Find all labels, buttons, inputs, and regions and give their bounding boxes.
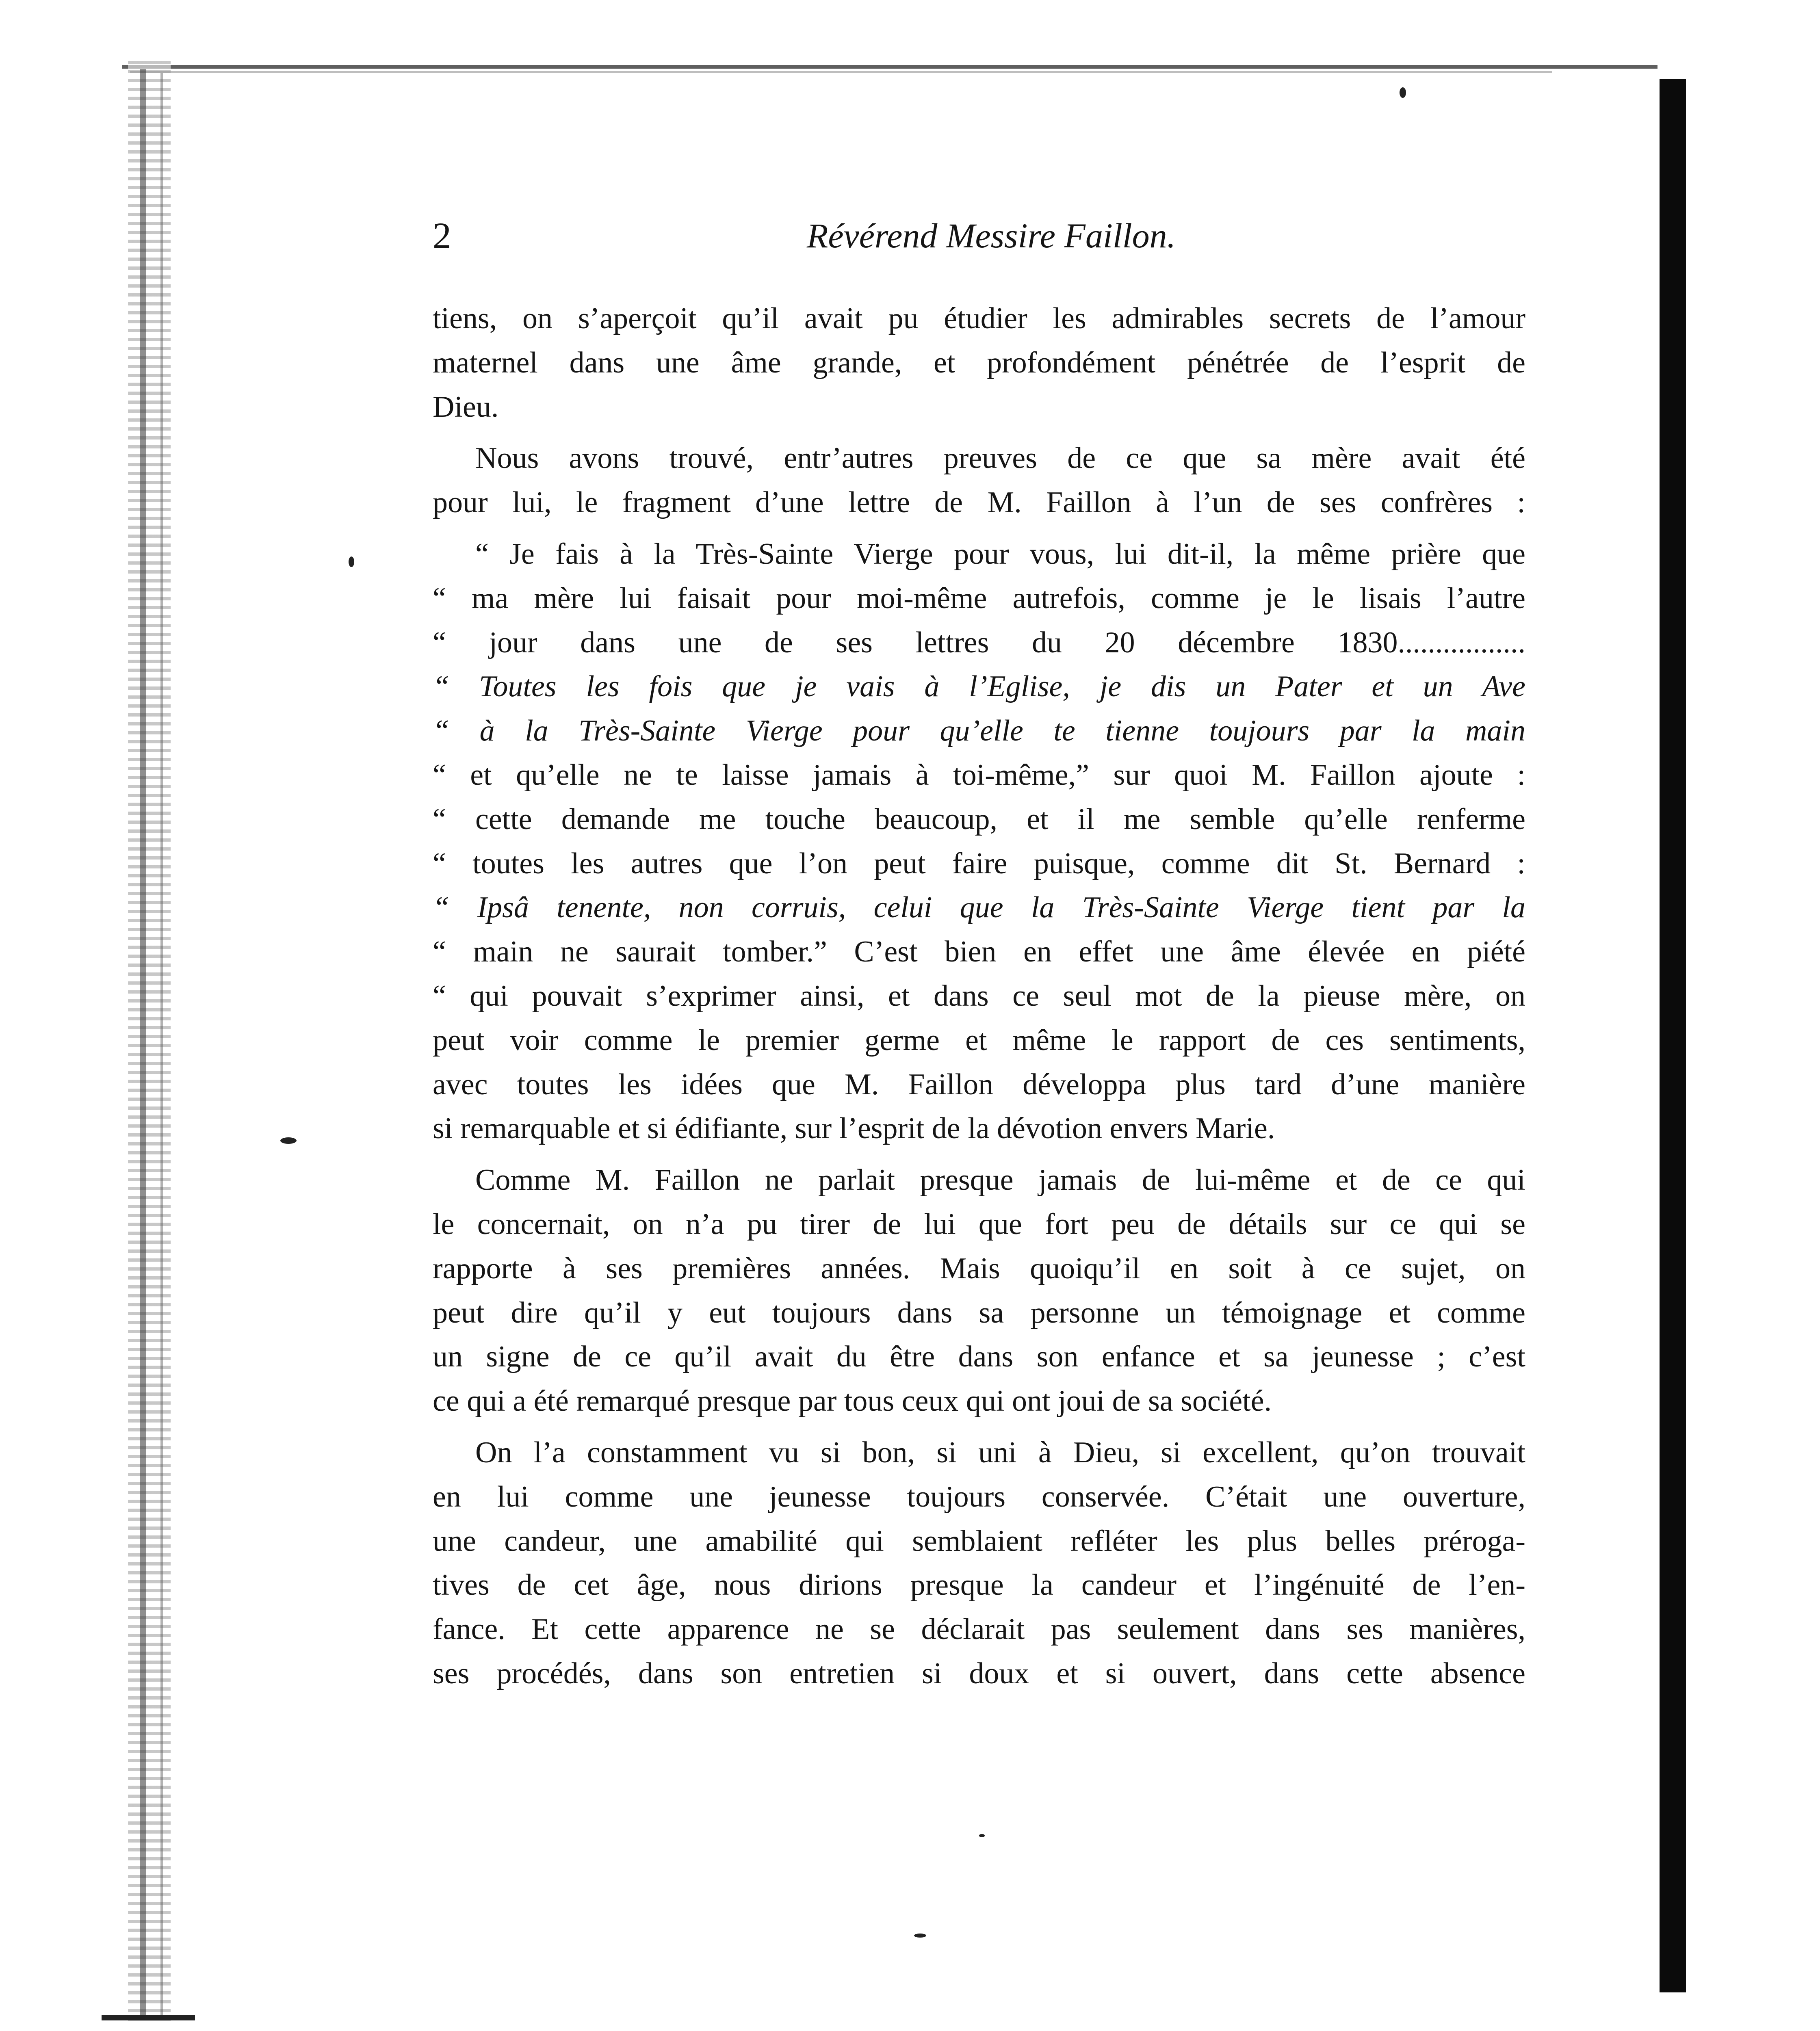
running-title: Révérend Messire Faillon. (806, 216, 1176, 255)
text-line: un signe de ce qu’il avait du être dans son enfance et sa jeunesse ; c’est (433, 1340, 1525, 1374)
text-line: une candeur, une amabilité qui semblaient refléter les plus belles préroga- (433, 1524, 1525, 1558)
text-line-italic: “ Toutes les fois que je vais à l’Eglise, je dis un Pater et un Ave (433, 670, 1525, 704)
text-line: tiens, on s’aperçoit qu’il avait pu étudier les admirables secrets de l’amour (433, 302, 1525, 335)
text-line: Dieu. (433, 390, 499, 424)
text-line: “ qui pouvait s’exprimer ainsi, et dans ce seul mot de la pieuse mère, on (433, 979, 1525, 1013)
scan-top-edge (122, 65, 1658, 69)
page-header (433, 211, 1501, 260)
scan-right-edge (1660, 79, 1686, 1992)
text-line: “ et qu’elle ne te laisse jamais à toi-même,” sur quoi M. Faillon ajoute : (433, 758, 1525, 792)
scan-bottom-mark (102, 2015, 195, 2020)
text-line: maternel dans une âme grande, et profondément pénétrée de l’esprit de (433, 346, 1525, 379)
text-line: Nous avons trouvé, entr’autres preuves de ce que sa mère avait été (475, 442, 1525, 475)
scan-speck (280, 1137, 297, 1144)
text-line: tives de cet âge, nous dirions presque la candeur et l’ingénuité de l’en- (433, 1568, 1525, 1602)
page-number: 2 (433, 215, 451, 256)
scan-binding-line (160, 73, 163, 2015)
scan-speck (349, 556, 354, 567)
text-line: “ Je fais à la Très-Sainte Vierge pour vous, lui dit-il, la même prière que (475, 537, 1525, 571)
text-line: “ cette demande me touche beaucoup, et il me semble qu’elle renferme (433, 802, 1525, 836)
scan-speck (1400, 87, 1406, 98)
text-line: avec toutes les idées que M. Faillon développa plus tard d’une manière (433, 1067, 1525, 1101)
scan-binding-edge (128, 61, 171, 2027)
scan-top-edge-shadow (130, 71, 1552, 73)
paragraph (433, 436, 1525, 525)
text-line: en lui comme une jeunesse toujours conservée. C’était une ouverture, (433, 1480, 1525, 1514)
text-line: peut voir comme le premier germe et même le rapport de ces sentiments, (433, 1023, 1525, 1057)
text-line: “ main ne saurait tomber.” C’est bien en effet une âme élevée en piété (433, 935, 1525, 969)
text-line: On l’a constamment vu si bon, si uni à Dieu, si excellent, qu’on trouvait (475, 1436, 1525, 1469)
text-line: pour lui, le fragment d’une lettre de M. Faillon à l’un de ses confrères : (433, 486, 1525, 520)
text-line: “ ma mère lui faisait pour moi-même autrefois, comme je le lisais l’autre (433, 581, 1525, 615)
paragraph (433, 297, 1525, 429)
text-line: “ jour dans une de ses lettres du 20 décembre 1830................. (433, 626, 1525, 659)
scan-binding-line (140, 69, 146, 2019)
body-text (433, 297, 1525, 1703)
text-line: fance. Et cette apparence ne se déclarait pas seulement dans ses manières, (433, 1613, 1525, 1646)
text-line: ses procédés, dans son entretien si doux et si ouvert, dans cette absence (433, 1656, 1525, 1690)
scan-speck (914, 1934, 926, 1938)
text-line: “ toutes les autres que l’on peut faire puisque, comme dit St. Bernard : (433, 847, 1525, 880)
text-line-italic: “ à la Très-Sainte Vierge pour qu’elle te tienne toujours par la main (433, 714, 1525, 748)
text-line: peut dire qu’il y eut toujours dans sa personne un témoignage et comme (433, 1296, 1525, 1329)
text-line: rapporte à ses premières années. Mais quoiqu’il en soit à ce sujet, on (433, 1252, 1525, 1285)
paragraph (433, 1158, 1525, 1423)
text-line-italic: “ Ipsâ tenente, non corruis, celui que la Très-Sainte Vierge tient par la (433, 891, 1525, 925)
text-line: ce qui a été remarqué presque par tous ceux qui ont joui de sa société. (433, 1384, 1272, 1418)
paragraph (433, 1431, 1525, 1696)
quotation-paragraph (433, 532, 1525, 1151)
text-line: Comme M. Faillon ne parlait presque jamais de lui-même et de ce qui (475, 1163, 1525, 1197)
text-line: le concernait, on n’a pu tirer de lui que fort peu de détails sur ce qui se (433, 1207, 1525, 1241)
text-line: si remarquable et si édifiante, sur l’esprit de la dévotion envers Marie. (433, 1112, 1275, 1145)
scan-speck (979, 1834, 985, 1837)
